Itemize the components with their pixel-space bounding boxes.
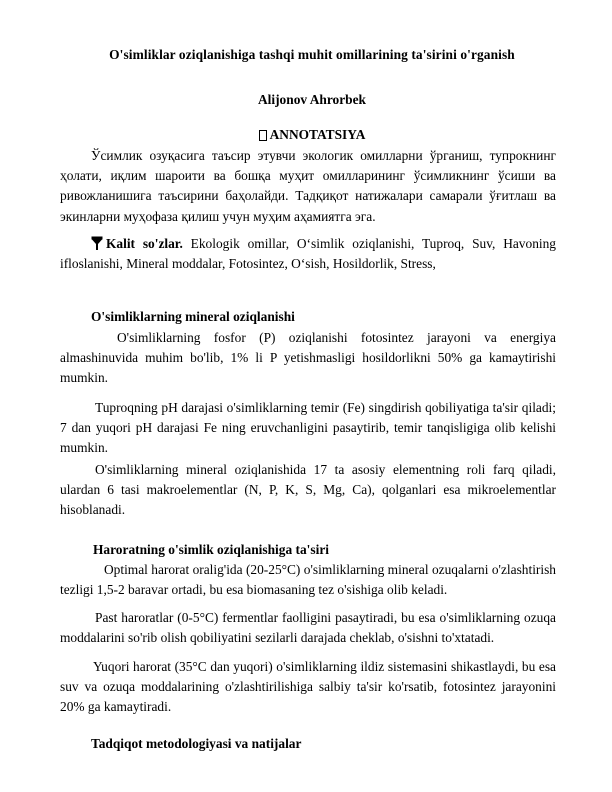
section-heading-methodology: Tadqiqot metodologiyasi va natijalar [91,736,302,751]
paragraph-phosphorus: O'simliklarning fosfor (P) oziqlanishi fotosintez jarayoni va energiya almashinuvida muhim bo'lib, 1% li P yetishmasligi hosildorlikni 50% ga kamaytirishi mumkin. [60,330,556,386]
paragraph-optimal-temperature: Optimal harorat oralig'ida (20-25°C) o'simliklarning mineral ozuqalarni o'zlashtirish tezligi 1,5-2 baravar ortadi, bu esa biomasaning tez o'sishiga olib keladi. [60,562,556,598]
section-heading-mineral: O'simliklarning mineral oziqlanishi [91,309,295,324]
paper-title: O'simliklar oziqlanishiga tashqi muhit omillarining ta'sirini o'rganish [109,47,515,62]
pin-icon [91,236,103,250]
paragraph-low-temperature: Past haroratlar (0-5°C) fermentlar faolligini pasaytiradi, bu esa o'simliklarning ozuqa moddalarini so'rib olish qobiliyatini sezilarli darajada cheklab, o'sishni to'xtatadi. [60,610,556,646]
keywords-paragraph [60,234,556,274]
annotation-text: Ўсимлик озуқасига таъсир этувчи экологик омилларни ўрганиш, тупрокнинг ҳолати, иқлим шароити ва бошқа муҳит омилларининг ўсимликнинг ўсиши ва ривожланишига таъсирини баҳолайди. Тадқиқот натижалари самарали ўғитлаш ва экинларни муҳофаза қилиш учун муҳим аҳамиятга эга. [60,148,556,224]
author-name: Alijonov Ahrorbek [257,92,366,107]
keywords-label: Kalit so'zlar. [106,236,183,251]
keywords-text: Ekologik omillar, O‘simlik oziqlanishi, Tuproq, Suv, Havoning ifloslanishi, Mineral moddalar, Fotosintez, O‘sish, Hosildorlik, Stress, [60,236,557,272]
annotation-heading-label: ANNOTATSIYA [269,127,366,142]
section-heading-temperature: Haroratning o'simlik oziqlanishiga ta'siri [93,542,329,557]
paragraph-ph-iron: Tuproqning pH darajasi o'simliklarning temir (Fe) singdirish qobiliyatiga ta'sir qiladi; 7 dan yuqori pH darajasi Fe ning eruvchanligini pasaytirib, temir tanqisligiga olib kelishi mumkin. [60,400,556,456]
paragraph-elements: O'simliklarning mineral oziqlanishida 17 ta asosiy elementning roli farq qiladi, ulardan 6 tasi makroelementlar (N, P, K, S, Mg, Ca), qolganlari esa mikroelementlar hisoblanadi. [60,462,556,518]
missing-glyph-icon [259,130,267,141]
paragraph-high-temperature: Yuqori harorat (35°C dan yuqori) o'simliklarning ildiz sistemasini shikastlaydi, bu esa suv va ozuqa moddalarining o'zlashtirilishiga salbiy ta'sir ko'rsatib, fotosintez jarayonini 20% ga kamaytiradi. [60,659,556,715]
annotation-heading [60,127,564,143]
